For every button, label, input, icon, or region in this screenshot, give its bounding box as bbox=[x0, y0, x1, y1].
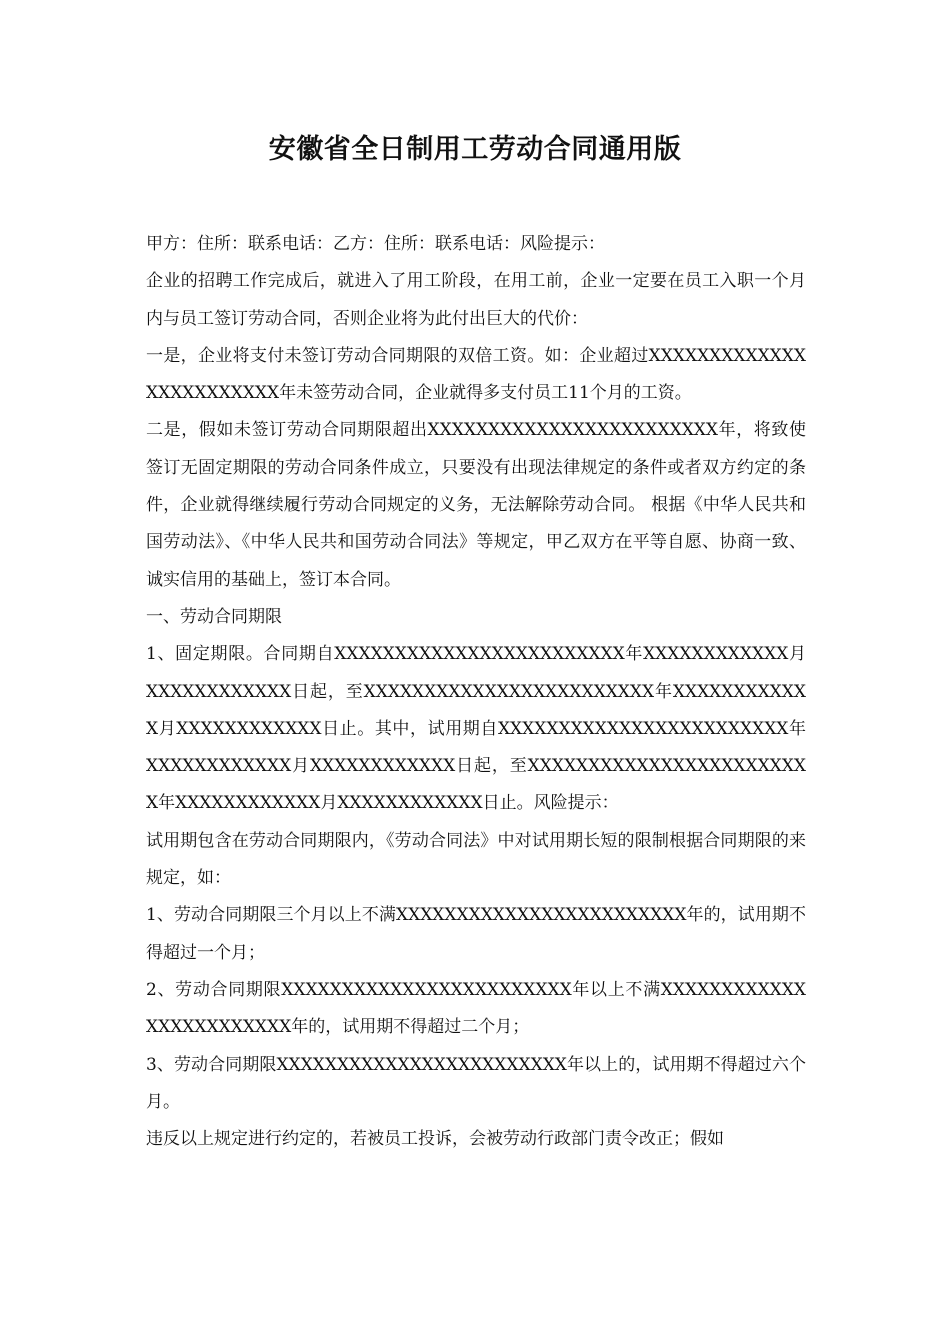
paragraph-probation-rule-2: 2、劳动合同期限XXXXXXXXXXXXXXXXXXXXXXXX年以上不满XXXXXXXXXXXXXXXXXXXXXXXX年的，试用期不得超过二个月； bbox=[146, 979, 806, 1038]
paragraph-probation-rule-3: 3、劳动合同期限XXXXXXXXXXXXXXXXXXXXXXXX年以上的，试用期不得超过六个月。 bbox=[146, 1054, 806, 1112]
paragraph-first-risk: 一是，企业将支付未签订劳动合同期限的双倍工资。如：企业超过XXXXXXXXXXXXXXXXXXXXXXXX年未签劳动合同，企业就得多支付员工11个月的工资。 bbox=[146, 345, 806, 404]
paragraph-probation-note: 试用期包含在劳动合同期限内，《劳动合同法》中对试用期长短的限制根据合同期限的来规定，如： bbox=[146, 830, 806, 889]
section-heading-contract-term: 一、劳动合同期限 bbox=[146, 606, 282, 627]
document-title: 安徽省全日制用工劳动合同通用版 bbox=[268, 134, 682, 165]
paragraph-fixed-term: 1、固定期限。合同期自XXXXXXXXXXXXXXXXXXXXXXXX年XXXXXXXXXXXX月XXXXXXXXXXXX日起，至XXXXXXXXXXXXXXXXXXXXXXXX年XXXXXXXXXXXX月XXXXXXXXXXXX日止。其中，试用期自XXXXXXXXXXXXXXXXXXXXXXXX年XXXXXXXXXXXX月XXXXXXXXXXXX日起，至XXXXXXXXXXXXXXXXXXXXXXXX年XXXXXXXXXXXX月XXXXXXXXXXXX日止。风险提示： bbox=[146, 644, 806, 814]
paragraph-parties: 甲方：住所：联系电话：乙方：住所：联系电话：风险提示： bbox=[146, 234, 605, 254]
paragraph-second-risk: 二是，假如未签订劳动合同期限超出XXXXXXXXXXXXXXXXXXXXXXXX年，将致使签订无固定期限的劳动合同条件成立，只要没有出现法律规定的条件或者双方约定的条件，企业就得继续履行劳动合同规定的义务，无法解除劳动合同。 根据《中华人民共和国劳动法》、《中华人民共和国劳动合同法》等规定，甲乙双方在平等自愿、协商一致、诚实信用的基础上，签订本合同。 bbox=[146, 420, 806, 590]
document-body bbox=[146, 226, 806, 1158]
paragraph-violation: 违反以上规定进行约定的，若被员工投诉，会被劳动行政部门责令改正；假如 bbox=[146, 1129, 724, 1150]
paragraph-probation-rule-1: 1、劳动合同期限三个月以上不满XXXXXXXXXXXXXXXXXXXXXXXX年的，试用期不得超过一个月； bbox=[146, 905, 806, 963]
paragraph-risk-intro: 企业的招聘工作完成后，就进入了用工阶段，在用工前，企业一定要在员工入职一个月内与员工签订劳动合同，否则企业将为此付出巨大的代价： bbox=[146, 271, 806, 329]
